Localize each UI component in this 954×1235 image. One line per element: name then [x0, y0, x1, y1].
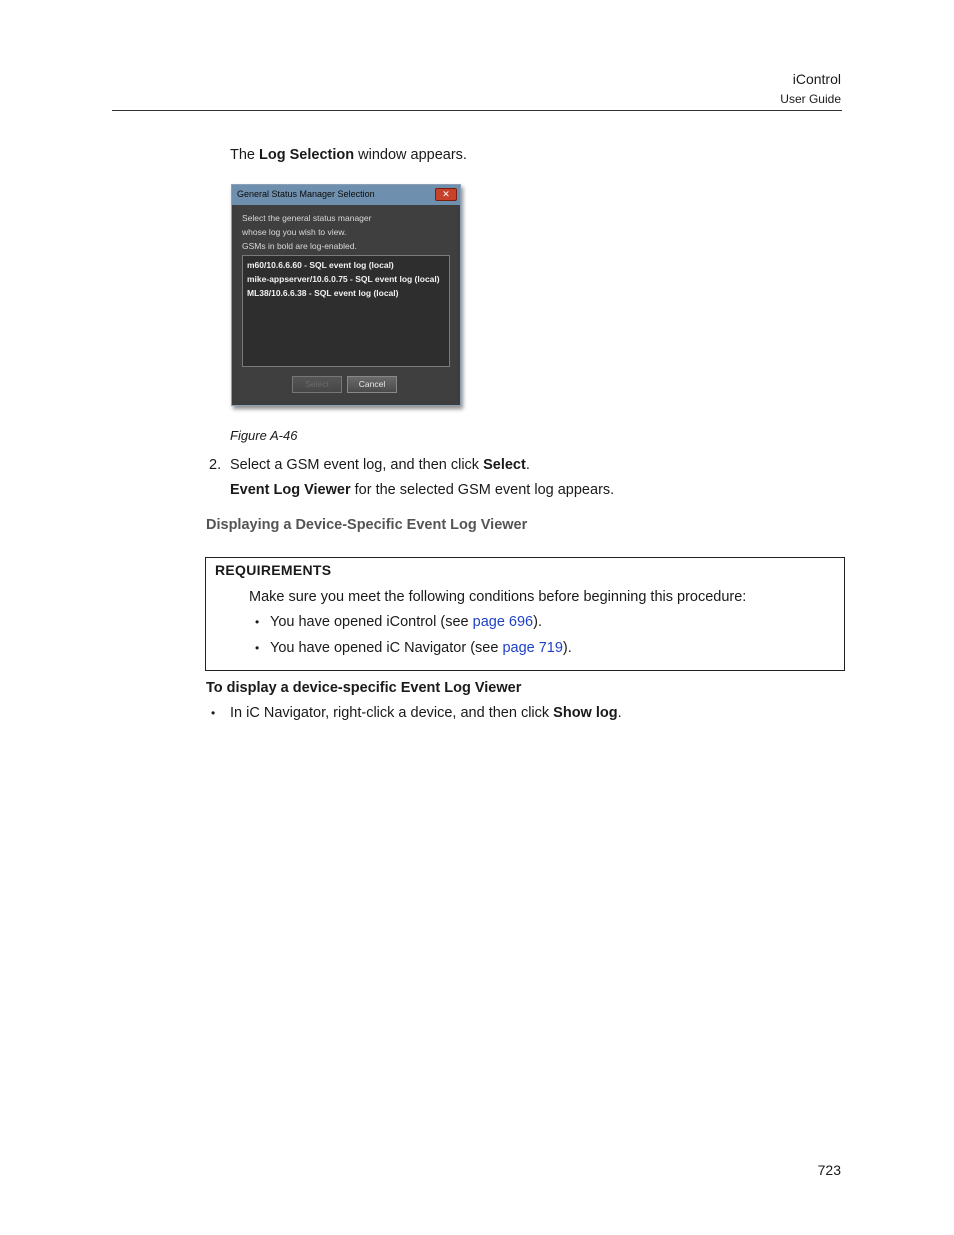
bullet-icon: •: [255, 641, 260, 655]
requirement-item: [270, 639, 572, 657]
section-heading: Displaying a Device-Specific Event Log Viewer: [206, 517, 528, 533]
step-2-bold: Select: [483, 457, 526, 473]
requirement-post: ).: [533, 614, 542, 630]
step-2-result-bold: Event Log Viewer: [230, 482, 351, 498]
figure-caption: Figure A-46: [230, 428, 298, 443]
bullet-icon: •: [255, 615, 260, 629]
step-2-result: [230, 481, 614, 499]
dialog-instruction-3: GSMs in bold are log-enabled.: [242, 241, 357, 251]
dialog-instruction-1: Select the general status manager: [242, 213, 372, 223]
dialog-instruction-2: whose log you wish to view.: [242, 227, 347, 237]
procedure-pre: In iC Navigator, right-click a device, and then click: [230, 705, 554, 721]
gsm-list-item[interactable]: mike-appserver/10.6.0.75 - SQL event log (local): [247, 274, 440, 284]
requirement-item: [270, 613, 542, 631]
requirements-intro: Make sure you meet the following conditions before beginning this procedure:: [249, 589, 747, 605]
gsm-list[interactable]: [242, 255, 450, 367]
intro-post: window appears.: [354, 147, 467, 163]
dialog-body: [236, 205, 456, 401]
procedure-step: [230, 704, 622, 722]
step-2-post: .: [525, 457, 530, 473]
page-link[interactable]: page 696: [472, 614, 534, 630]
requirement-pre: You have opened iC Navigator (see: [270, 640, 503, 656]
procedure-heading: To display a device-specific Event Log Viewer: [206, 680, 522, 696]
running-header-subtitle: User Guide: [780, 92, 841, 106]
intro-bold: Log Selection: [259, 147, 355, 163]
requirement-post: ).: [562, 640, 572, 656]
intro-sentence: [230, 146, 467, 164]
step-number: 2.: [209, 457, 222, 473]
header-rule: [112, 110, 842, 111]
page-link[interactable]: page 719: [502, 640, 563, 656]
requirement-pre: You have opened iControl (see: [270, 614, 473, 630]
bullet-icon: •: [211, 706, 216, 720]
running-header-title: iControl: [792, 71, 841, 87]
dialog-title: General Status Manager Selection: [237, 189, 375, 199]
gsm-list-item[interactable]: ML38/10.6.6.38 - SQL event log (local): [247, 288, 399, 298]
requirements-box: [205, 557, 845, 671]
close-icon[interactable]: ✕: [435, 188, 457, 201]
cancel-button[interactable]: Cancel: [347, 376, 397, 393]
log-selection-dialog: [231, 184, 461, 406]
procedure-bold: Show log: [553, 705, 618, 721]
step-2-text: [230, 456, 530, 474]
intro-pre: The: [230, 147, 260, 163]
gsm-list-item[interactable]: m60/10.6.6.60 - SQL event log (local): [247, 260, 394, 270]
step-2-pre: Select a GSM event log, and then click: [230, 457, 484, 473]
requirements-title: REQUIREMENTS: [215, 562, 332, 578]
procedure-post: .: [617, 705, 622, 721]
page-number: 723: [817, 1162, 841, 1178]
select-button[interactable]: Select: [292, 376, 342, 393]
step-2-result-post: for the selected GSM event log appears.: [350, 482, 615, 498]
